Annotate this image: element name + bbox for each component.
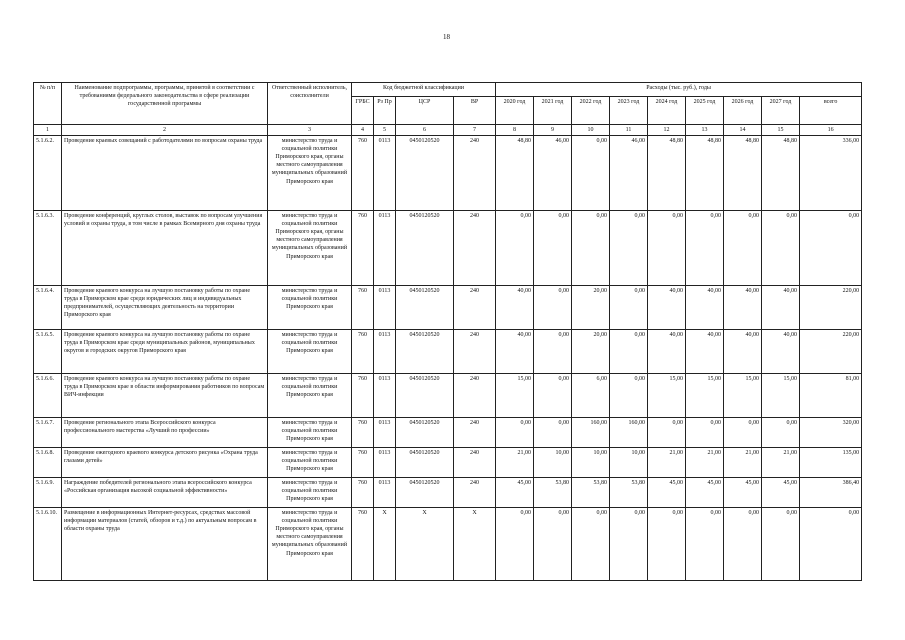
row-value: 53,80 [534,478,572,508]
row-value: 0,00 [686,418,724,448]
row-value: 45,00 [686,478,724,508]
row-number: 5.1.6.5. [34,330,62,374]
row-vr: X [454,508,496,581]
row-vr: 240 [454,211,496,286]
page-number: 18 [443,33,450,41]
row-value: 0,00 [610,330,648,374]
row-value: 0,00 [496,508,534,581]
row-value: 46,00 [610,136,648,211]
row-rzpr: X [374,508,396,581]
row-grbs: 760 [352,418,374,448]
row-value: 53,80 [572,478,610,508]
row-rzpr: 0113 [374,374,396,418]
row-number: 5.1.6.2. [34,136,62,211]
row-value: 0,00 [572,211,610,286]
row-number: 5.1.6.6. [34,374,62,418]
header-year: 2025 год [686,97,724,125]
column-number: 9 [534,125,572,136]
row-rzpr: 0113 [374,448,396,478]
row-name: Проведение краевого конкурса на лучшую постановку работы по охране труда в Приморском крае в области информирования работников по вопросам ВИЧ-инфекции [62,374,268,418]
row-csr: 0450120520 [396,136,454,211]
row-value: 21,00 [686,448,724,478]
column-number: 11 [610,125,648,136]
row-value: 53,80 [610,478,648,508]
row-value: 40,00 [686,286,724,330]
header-csr: ЦСР [396,97,454,125]
row-value: 45,00 [762,478,800,508]
header-year: 2023 год [610,97,648,125]
row-total: 220,00 [800,330,862,374]
row-value: 40,00 [686,330,724,374]
column-number: 7 [454,125,496,136]
row-name: Размещение в информационных Интернет-ресурсах, средствах массовой информации материалов (статей, обзоров и т.д.) по актуальным вопросам в области охраны труда [62,508,268,581]
row-vr: 240 [454,136,496,211]
row-vr: 240 [454,330,496,374]
row-value: 46,00 [534,136,572,211]
row-responsible: министерство труда и социальной политики Приморского края [268,286,352,330]
row-total: 0,00 [800,211,862,286]
row-value: 0,00 [686,508,724,581]
row-responsible: министерство труда и социальной политики Приморского края [268,330,352,374]
table-row [34,478,862,508]
row-value: 0,00 [724,418,762,448]
row-grbs: 760 [352,211,374,286]
header-total: всего [800,97,862,125]
row-rzpr: 0113 [374,136,396,211]
column-number: 10 [572,125,610,136]
row-value: 160,00 [572,418,610,448]
table-row [34,418,862,448]
row-csr: 0450120520 [396,330,454,374]
row-total: 386,40 [800,478,862,508]
row-vr: 240 [454,418,496,448]
row-value: 0,00 [686,211,724,286]
row-value: 45,00 [648,478,686,508]
row-number: 5.1.6.8. [34,448,62,478]
header-year: 2020 год [496,97,534,125]
table-row [34,448,862,478]
row-value: 15,00 [762,374,800,418]
row-value: 40,00 [724,286,762,330]
row-value: 0,00 [648,418,686,448]
row-value: 45,00 [496,478,534,508]
row-vr: 240 [454,448,496,478]
column-number: 4 [352,125,374,136]
row-csr: 0450120520 [396,374,454,418]
row-name: Проведение конференций, круглых столов, выставок по вопросам улучшения условий и охраны труда, в том числе в рамках Всемирного дня охраны труда [62,211,268,286]
row-value: 0,00 [762,418,800,448]
table-row [34,330,862,374]
row-value: 10,00 [572,448,610,478]
row-vr: 240 [454,374,496,418]
row-grbs: 760 [352,330,374,374]
row-vr: 240 [454,478,496,508]
row-name: Проведение краевого конкурса на лучшую постановку работы по охране труда в Приморском крае среди юридических лиц и индивидуальных предпринимателей, осуществляющих деятельность на территории Приморского края [62,286,268,330]
table-row [34,211,862,286]
row-value: 0,00 [496,418,534,448]
row-value: 0,00 [610,508,648,581]
row-vr: 240 [454,286,496,330]
row-grbs: 760 [352,136,374,211]
row-name: Проведение краевого конкурса на лучшую постановку работы по охране труда в Приморском крае среди муниципальных районов, муниципальных округов и городских округов Приморского края [62,330,268,374]
row-value: 10,00 [534,448,572,478]
row-total: 81,00 [800,374,862,418]
row-value: 40,00 [724,330,762,374]
row-rzpr: 0113 [374,211,396,286]
row-csr: 0450120520 [396,286,454,330]
row-responsible: министерство труда и социальной политики Приморского края [268,448,352,478]
row-total: 0,00 [800,508,862,581]
row-grbs: 760 [352,286,374,330]
row-value: 21,00 [724,448,762,478]
row-value: 15,00 [724,374,762,418]
row-value: 0,00 [610,211,648,286]
row-value: 0,00 [534,508,572,581]
row-csr: X [396,508,454,581]
header-expenses: Расходы (тыс. руб.), годы [496,83,862,97]
row-name: Проведение регионального этапа Всероссийского конкурса профессионального мастерства «Лучший по профессии» [62,418,268,448]
header-budget-code: Код бюджетной классификации [352,83,496,97]
column-number: 2 [62,125,268,136]
column-number: 15 [762,125,800,136]
row-csr: 0450120520 [396,418,454,448]
row-value: 0,00 [572,136,610,211]
row-responsible: министерство труда и социальной политики Приморского края, органы местного самоуправления муниципальных образований Приморского края [268,136,352,211]
row-number: 5.1.6.9. [34,478,62,508]
row-total: 220,00 [800,286,862,330]
table-row [34,508,862,581]
column-number: 13 [686,125,724,136]
row-value: 0,00 [610,374,648,418]
table-row [34,286,862,330]
row-value: 0,00 [762,508,800,581]
row-value: 20,00 [572,286,610,330]
column-number: 3 [268,125,352,136]
row-value: 0,00 [572,508,610,581]
row-value: 20,00 [572,330,610,374]
row-value: 48,80 [496,136,534,211]
row-responsible: министерство труда и социальной политики Приморского края, органы местного самоуправления муниципальных образований Приморского края [268,508,352,581]
row-csr: 0450120520 [396,448,454,478]
header-responsible: Ответственный исполнитель, соисполнители [268,83,352,125]
header-rzpr: Рз Пр [374,97,396,125]
row-value: 21,00 [496,448,534,478]
row-value: 0,00 [534,374,572,418]
row-value: 0,00 [724,211,762,286]
row-value: 0,00 [648,508,686,581]
row-csr: 0450120520 [396,211,454,286]
column-number: 16 [800,125,862,136]
row-name: Награждение победителей регионального этапа всероссийского конкурса «Российская организация высокой социальной эффективности» [62,478,268,508]
column-number-row [34,125,862,136]
row-total: 320,00 [800,418,862,448]
header-year: 2027 год [762,97,800,125]
row-number: 5.1.6.7. [34,418,62,448]
row-value: 40,00 [648,330,686,374]
row-value: 15,00 [496,374,534,418]
row-value: 40,00 [762,330,800,374]
header-name: Наименование подпрограммы, программы, принятой в соответствии с требованиями федерального законодательства в сфере реализации государственной программы [62,83,268,125]
table-row [34,374,862,418]
row-responsible: министерство труда и социальной политики Приморского края, органы местного самоуправления муниципальных образований Приморского края [268,211,352,286]
row-value: 48,80 [724,136,762,211]
row-csr: 0450120520 [396,478,454,508]
header-num: № п/п [34,83,62,125]
header-vr: ВР [454,97,496,125]
row-rzpr: 0113 [374,286,396,330]
header-grbs: ГРБС [352,97,374,125]
row-number: 5.1.6.10. [34,508,62,581]
row-value: 15,00 [648,374,686,418]
column-number: 6 [396,125,454,136]
row-grbs: 760 [352,508,374,581]
row-value: 48,80 [762,136,800,211]
row-value: 45,00 [724,478,762,508]
row-rzpr: 0113 [374,478,396,508]
row-value: 0,00 [762,211,800,286]
row-value: 48,80 [686,136,724,211]
row-value: 160,00 [610,418,648,448]
row-number: 5.1.6.4. [34,286,62,330]
row-rzpr: 0113 [374,418,396,448]
row-value: 0,00 [534,418,572,448]
row-total: 135,00 [800,448,862,478]
row-grbs: 760 [352,478,374,508]
column-number: 5 [374,125,396,136]
row-value: 0,00 [534,330,572,374]
row-value: 10,00 [610,448,648,478]
row-responsible: министерство труда и социальной политики Приморского края [268,478,352,508]
row-value: 6,00 [572,374,610,418]
column-number: 14 [724,125,762,136]
row-value: 15,00 [686,374,724,418]
expenses-table [33,82,862,581]
header-year: 2026 год [724,97,762,125]
row-value: 40,00 [496,330,534,374]
row-value: 0,00 [496,211,534,286]
row-total: 336,00 [800,136,862,211]
column-number: 12 [648,125,686,136]
row-rzpr: 0113 [374,330,396,374]
row-value: 40,00 [762,286,800,330]
row-value: 0,00 [534,286,572,330]
row-value: 40,00 [496,286,534,330]
header-year: 2024 год [648,97,686,125]
row-value: 0,00 [534,211,572,286]
column-number: 8 [496,125,534,136]
row-responsible: министерство труда и социальной политики Приморского края [268,374,352,418]
row-value: 0,00 [724,508,762,581]
column-number: 1 [34,125,62,136]
table-row [34,136,862,211]
row-value: 40,00 [648,286,686,330]
row-name: Проведение ежегодного краевого конкурса детского рисунка «Охрана труда глазами детей» [62,448,268,478]
row-number: 5.1.6.3. [34,211,62,286]
row-value: 21,00 [648,448,686,478]
row-value: 21,00 [762,448,800,478]
row-value: 0,00 [648,211,686,286]
row-grbs: 760 [352,374,374,418]
row-name: Проведение краевых совещаний с работодателями по вопросам охраны труда [62,136,268,211]
header-year: 2021 год [534,97,572,125]
row-value: 0,00 [610,286,648,330]
row-grbs: 760 [352,448,374,478]
row-responsible: министерство труда и социальной политики Приморского края [268,418,352,448]
header-year: 2022 год [572,97,610,125]
row-value: 48,80 [648,136,686,211]
